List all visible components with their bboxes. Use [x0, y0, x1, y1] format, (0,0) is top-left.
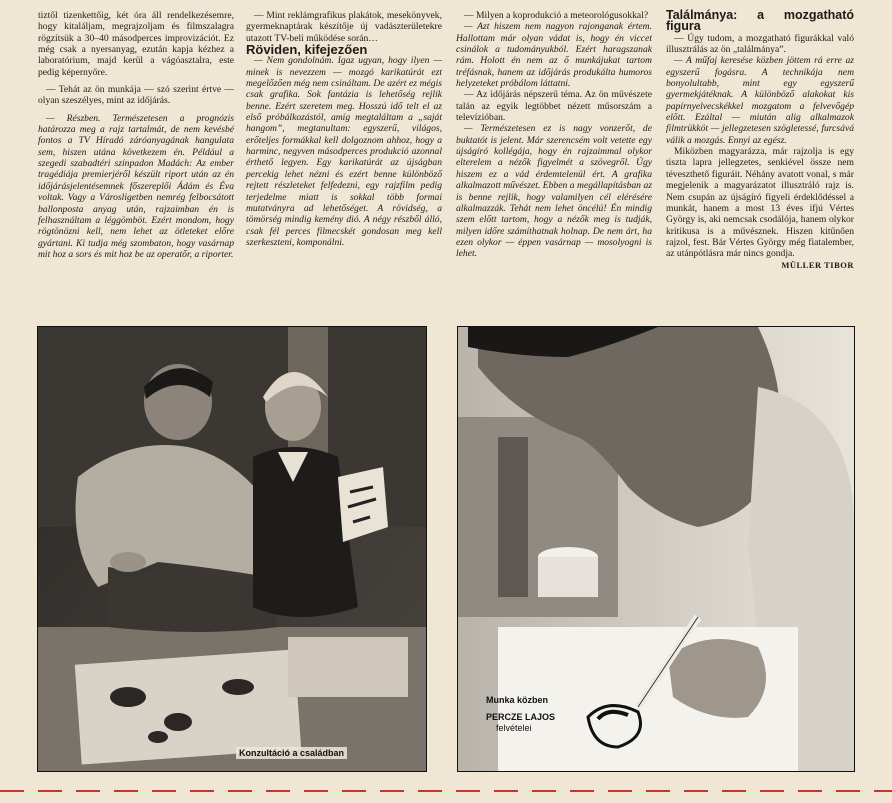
paragraph: — Úgy tudom, a mozgatható figurákkal való illusztrálás az ön „találmánya”.	[666, 32, 854, 56]
paragraph: tiztől tizenkettőig, két óra áll rendelkezésemre, hogy kitaláljam, megrajzoljam és filmszalagra rögzítsük a 30–40 másodperces improvizációt. Ez még csak a nyersanyag, ezután kapja kézhez a laboratórium, majd kerül a vágóasztalra, este pedig képernyőre.	[38, 10, 234, 78]
paragraph: — Részben. Természetesen a prognózis határozza meg a rajz tartalmát, de nem kevésbé fontos a TV Híradó záróanyagának hangulata sem, hiszen utána következem én. Például a szegedi szabadtéri színpadon Madách: Az ember tragédiája premierjéről készült riport után az én időjárásjelentésemnek főszereplői Ádám és Éva voltak. Vagy a Városligetben nemrég felbocsátott ballonposta anyag után, rajzaimban én is felhasználtam a léggömböt. Ezért mondom, hogy rögtönözni kell, nem lehet az ötleteket előre gyártani. Ki tudja még szombaton, hogy vasárnap mit hoz a sors és mit hoz be az operatőr, a riporter.	[38, 112, 234, 260]
family-consultation-photo	[37, 326, 427, 772]
article-column-4	[666, 10, 854, 271]
paragraph: — Nem gondolnám. Igaz ugyan, hogy ilyen — minek is nevezzem — mozgó karikatúrát ezt megelőzően még nem csináltam. De azért ez mégis csak grafika. Sok fantázia is lehetőség rejlik benne. Ezért szeretem meg. Hosszú idő telt el az első próbálkozástól, amíg megtaláltam a „saját hangom”, megtanultam: egyszerű, világos, erőteljes formákkal kell dolgoznom ahhoz, hogy a harminc, negyven másodperces produkció azonnal érthető legyen. Egy karikatúrát az újságban percekig lehet nézni és ezért benne különböző rejtett részleteket felfedezni, egy rajzfilm pedig terjedelme miatt is sokkal több formai mutatványra ad lehetőséget. A rövidség, a tömörség mindig kemény dió. A négy részből álló, csak fél perces filmecskét gondosan meg kell szerkeszteni, komponálni.	[246, 55, 442, 248]
photo-caption: Munka közben	[486, 695, 549, 705]
photo-credit-note: felvételei	[496, 723, 532, 733]
paragraph: — Mint reklámgrafikus plakátok, mesekönyvek, gyermeknaptárak készítője új vadászterületekre utazott TV-beli működése során…	[246, 10, 442, 44]
paragraph: — Természetesen ez is nagy vonzerőt, de buktatót is jelent. Már szerencsém volt vetette egy újságíró kollégája, hogy én rajzaimmal olykor elterelem a nézők figyelmét a szövegről. Úgy hiszem ez a vád érdemtelenül ért. A grafika alkalmazott művészet. Ebben a megállapításban az is benne rejlik, hogy valamilyen cél elérésére alkalmazzák. Tehát nem lehet öncélú! Én mindig szem előtt tartom, hogy a nézők meg is tudják, milyen időre számíthatnak holnap. De nem árt, ha ezen olykor — éppen vasárnap — mosolyogni is lehet.	[456, 123, 652, 260]
work-in-progress-photo	[457, 326, 855, 772]
paragraph: — Milyen a koprodukció a meteorológusokkal?	[464, 10, 649, 21]
paragraph: Miközben magyarázza, már rajzolja is egy tiszta lapra jellegzetes, senkiével össze nem téveszthető figuráit. Néhány avatott vonal, s már megjelenik a magyarázatot illusztráló rajz is. Nem csupán az újságíró figyeli érdeklődéssel a munkát, hanem a most 13 éves ifjú Vértes György is, aki nemcsak csodálója, hanem olykor kritikusa is a művésznek. Hiszen kitűnően rajzol, fest. Bár Vértes György még fiatalember, az utánpótlásra már nincs gondja.	[666, 146, 854, 260]
section-heading: Találmánya: a mozgatható figura	[666, 8, 854, 34]
paragraph: — A műfaj keresése közben jöttem rá erre az egyszerű fogásra. A technikája nem bonyolultabb, mint egy egyszerű gyermekjátéknak. A különböző alakokat kis papírnyelvecskékkel mozgatom a felvevőgép előtt. Ezáltal — miután alig alkalmazok filmtrükköt — jellegzetesen szögletessé, furcsává válik a mozgás. Ennyi az egész.	[666, 55, 854, 146]
paragraph: — Az időjárás népszerű téma. Az ön művészete talán az egyik legtöbbet nézett műsorszám a televízióban.	[456, 89, 652, 124]
article-column-3	[456, 10, 652, 260]
photo-caption: Konzultáció a családban	[236, 747, 347, 759]
article-column-1	[38, 10, 234, 260]
paragraph: — Tehát az ön munkája — szó szerint értve — olyan szeszélyes, mint az időjárás.	[38, 84, 234, 107]
paragraph: — Azt hiszem nem nagyon rajonganak értem. Hallottam már olyan vádat is, hogy én viccet csinálok a tudományukból. Ezért haragszanak rám. Holott én nem az ő munkájukat tartom tréfásnak, hanem az időjárás produkálta humoros helyzeteket próbálom láttatni.	[456, 21, 652, 90]
section-heading: Röviden, kifejezően	[246, 42, 368, 58]
article-column-2	[246, 10, 442, 248]
photographer-credit: PERCZE LAJOS	[486, 712, 556, 722]
page-bottom-dashed-rule	[0, 790, 892, 792]
author-signature: MÜLLER TIBOR	[781, 259, 854, 270]
photo-illustration	[38, 327, 426, 771]
